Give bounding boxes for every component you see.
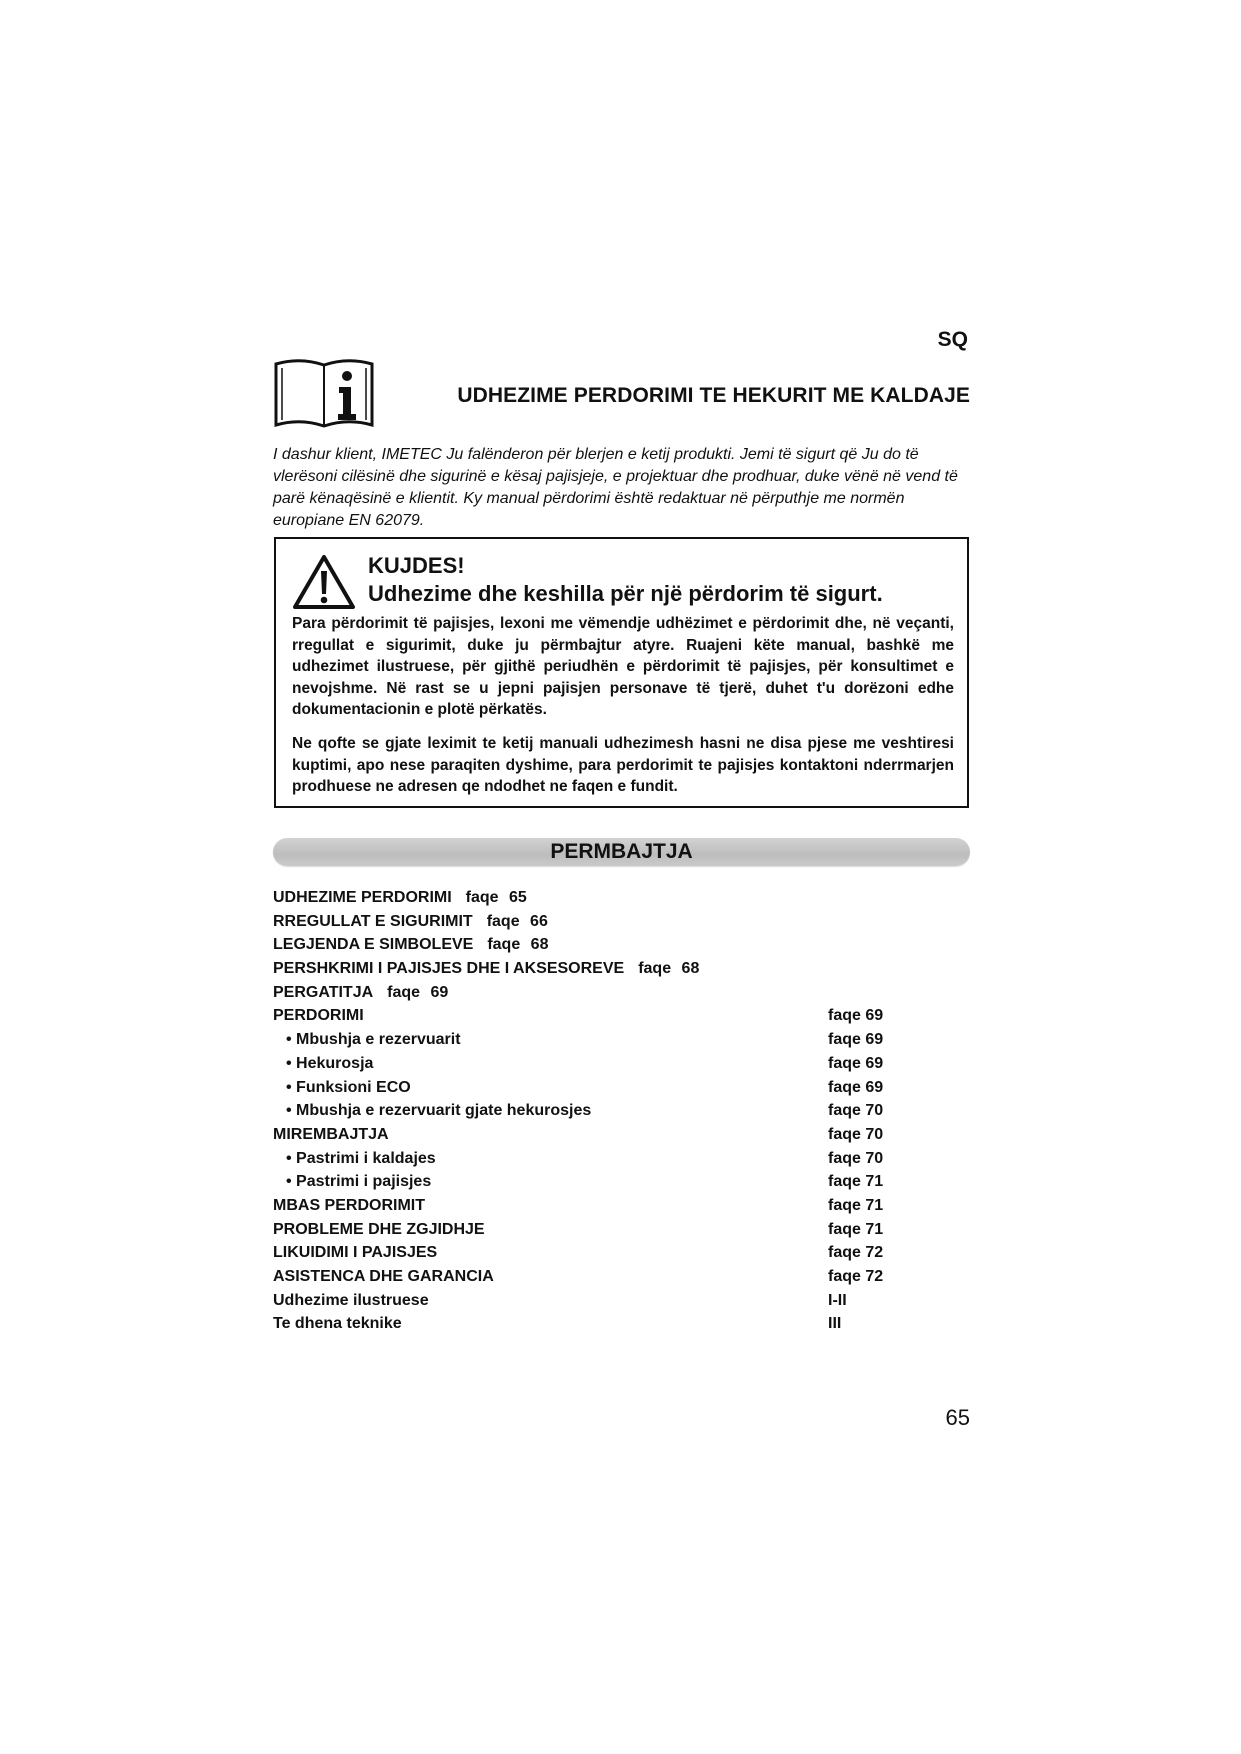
toc-label: • Pastrimi i kaldajes <box>286 1149 436 1167</box>
toc-label: Te dhena teknike <box>273 1315 402 1333</box>
toc-page: faqe 72 <box>828 1244 884 1262</box>
toc-page: faqe 70 <box>828 1102 884 1120</box>
toc-row <box>273 1147 973 1171</box>
toc-label: • Funksioni ECO <box>286 1078 411 1096</box>
warning-subheading: Udhezime dhe keshilla për një përdorim të sigurt. <box>368 581 883 606</box>
toc-label: PROBLEME DHE ZGJIDHJE <box>273 1220 485 1238</box>
toc-row <box>273 1123 973 1147</box>
toc-row <box>273 981 973 1005</box>
toc-row <box>273 1170 973 1194</box>
toc-row <box>273 1241 973 1265</box>
warning-paragraph-1: Para përdorimit të pajisjes, lexoni me vëmendje udhëzimet e përdorimit dhe, në veçanti, rregullat e sigurimit, duke ju përmbajtur atyre. Ruajeni këte manual, bashkë me udhezimet ilustruese, për gjithë periudhën e përdorimit të pajisjes, për konsultimet e nevojshme. Në rast se u jepni pajisjen personave të tjerë, duhet t'u dorëzoni edhe dokumentacionin e plotë përkatës. <box>292 615 954 718</box>
toc-row <box>273 1052 973 1076</box>
toc-label: MIREMBAJTJA <box>273 1125 389 1143</box>
toc-label: LEGJENDA E SIMBOLEVE <box>273 936 474 954</box>
toc-row <box>273 886 973 910</box>
intro-paragraph: I dashur klient, IMETEC Ju falënderon për blerjen e ketij produkti. Jemi të sigurt që Ju do të vlerësoni cilësinë dhe sigurinë e kësaj pajisjeje, e projektuar dhe prodhuar, duke vënë në vend të parë kënaqësinë e klientit. Ky manual përdorimi është redaktuar në përputhje me normën europiane EN 62079. <box>273 446 958 529</box>
warning-box <box>274 537 969 808</box>
toc-label: • Pastrimi i pajisjes <box>286 1173 432 1191</box>
toc-page: faqe 72 <box>828 1268 884 1285</box>
toc-label: MBAS PERDORIMIT <box>273 1196 425 1214</box>
toc-page: faqe 69 <box>387 983 449 1001</box>
toc-page: faqe 70 <box>828 1125 884 1143</box>
toc-page: faqe 69 <box>828 1031 884 1049</box>
toc-label: • Mbushja e rezervuarit <box>286 1031 461 1049</box>
toc-row <box>273 1004 973 1028</box>
toc-row <box>273 1265 973 1289</box>
toc-label: PERGATITJA <box>273 983 374 1001</box>
toc-page: faqe 65 <box>465 889 527 906</box>
toc-page: I-II <box>828 1291 847 1309</box>
toc-row <box>273 933 973 957</box>
toc-label: UDHEZIME PERDORIMI <box>273 889 452 906</box>
contents-heading-band <box>273 838 970 866</box>
toc-row <box>273 1194 973 1218</box>
info-manual-icon <box>273 356 375 430</box>
toc-row <box>273 1218 973 1242</box>
toc-label: • Mbushja e rezervuarit gjate hekurosjes <box>286 1102 592 1120</box>
page-number: 65 <box>945 1405 970 1430</box>
toc-row <box>273 1028 973 1052</box>
toc-row <box>273 1289 973 1313</box>
toc-label: LIKUIDIMI I PAJISJES <box>273 1244 438 1262</box>
warning-heading: KUJDES! <box>368 553 465 578</box>
warning-triangle-icon <box>292 553 356 611</box>
toc-page: faqe 68 <box>487 936 549 954</box>
toc-page: faqe 68 <box>638 960 700 978</box>
toc-label: RREGULLAT E SIGURIMIT <box>273 912 473 930</box>
toc-page: faqe 71 <box>828 1196 884 1214</box>
toc-page: faqe 71 <box>828 1220 884 1238</box>
table-of-contents <box>273 886 973 1336</box>
toc-row <box>273 1099 973 1123</box>
toc-page: faqe 70 <box>828 1149 884 1167</box>
toc-label: ASISTENCA DHE GARANCIA <box>273 1268 494 1285</box>
toc-page: faqe 66 <box>486 912 548 930</box>
toc-page: faqe 69 <box>828 1078 884 1096</box>
toc-page: faqe 69 <box>828 1007 884 1025</box>
toc-page: faqe 71 <box>828 1173 884 1191</box>
contents-heading: PERMBAJTJA <box>550 840 693 863</box>
toc-label: Udhezime ilustruese <box>273 1291 429 1309</box>
page-title: UDHEZIME PERDORIMI TE HEKURIT ME KALDAJE <box>457 384 970 407</box>
toc-label: PERSHKRIMI I PAJISJES DHE I AKSESOREVE <box>273 960 625 978</box>
toc-page: faqe 69 <box>828 1054 884 1072</box>
toc-page: III <box>828 1315 842 1333</box>
warning-paragraph-2: Ne qofte se gjate leximit te ketij manuali udhezimesh hasni ne disa pjese me veshtiresi kuptimi, apo nese paraqiten dyshime, para perdorimit te pajisjes kontaktoni nderrmarjen prodhuese ne adresen qe ndodhet ne faqen e fundit. <box>292 735 954 795</box>
toc-row <box>273 1076 973 1100</box>
toc-label: • Hekurosja <box>286 1054 374 1072</box>
toc-label: PERDORIMI <box>273 1007 364 1025</box>
toc-row <box>273 957 973 981</box>
toc-row <box>273 1312 973 1336</box>
language-code: SQ <box>937 328 968 351</box>
toc-row <box>273 910 973 934</box>
